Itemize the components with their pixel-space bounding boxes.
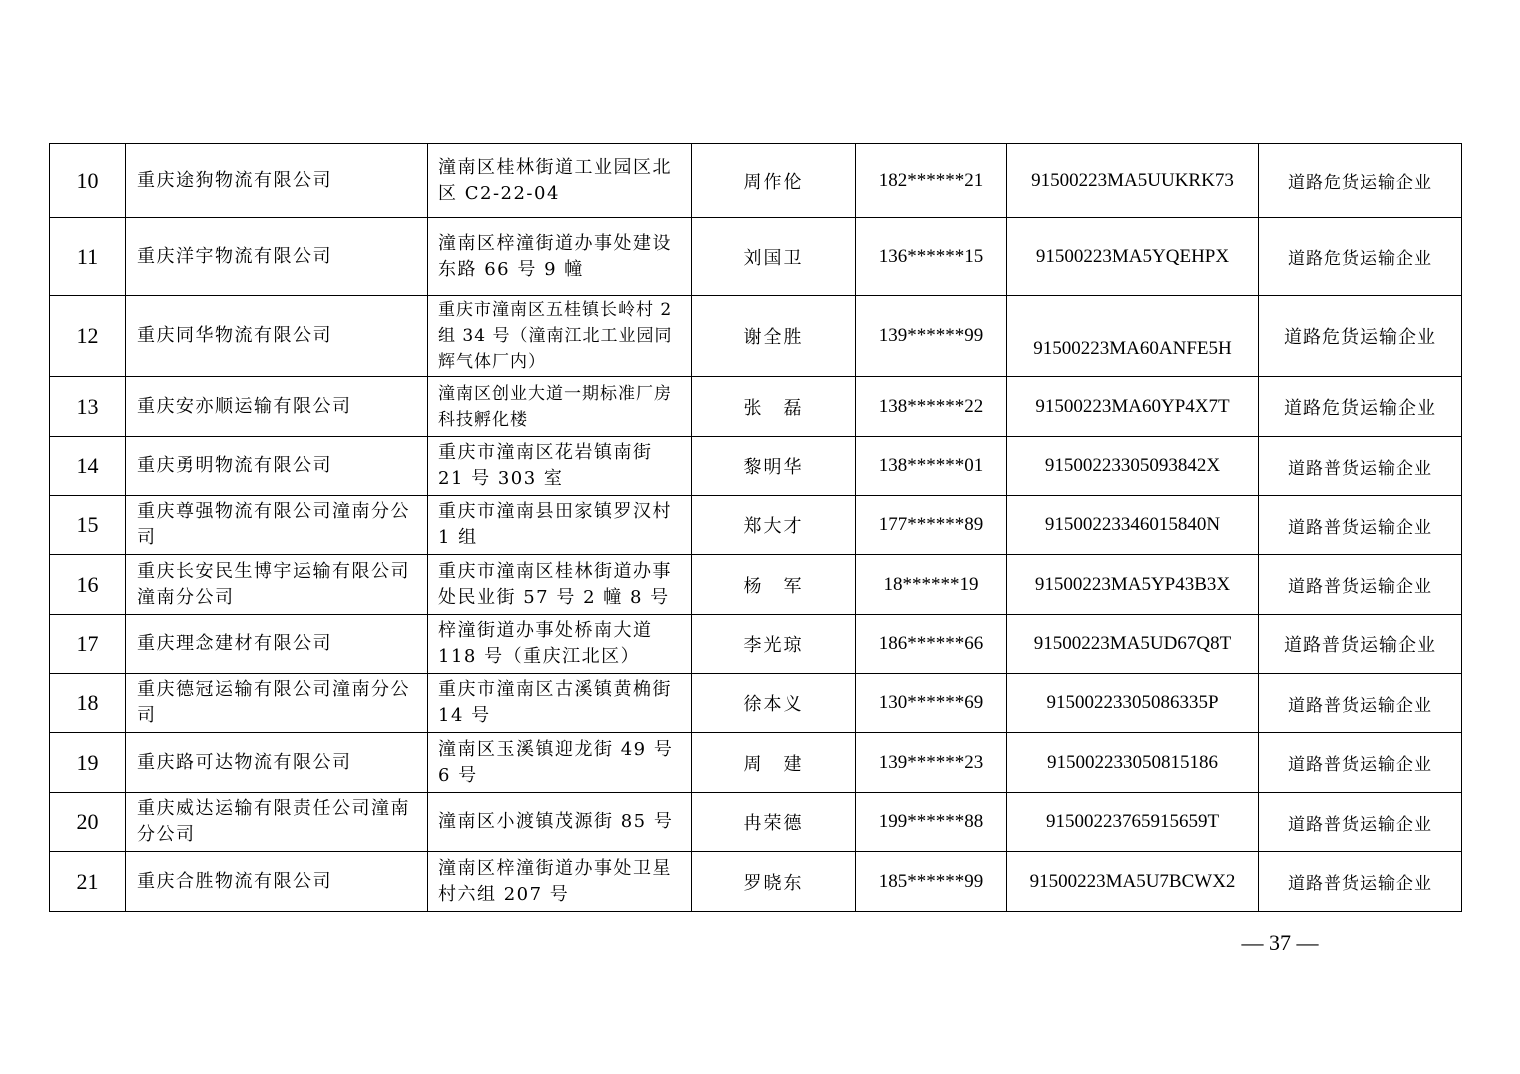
enterprise-type: 道路危货运输企业 [1259, 296, 1462, 377]
legal-representative: 罗晓东 [692, 852, 856, 912]
legal-representative: 郑大才 [692, 496, 856, 555]
phone-number: 177******89 [856, 496, 1007, 555]
table-row [50, 296, 1462, 377]
company-address: 重庆市潼南区桂林街道办事处民业街 57 号 2 幢 8 号 [428, 555, 692, 615]
credit-code: 91500223MA5U7BCWX2 [1007, 852, 1259, 912]
row-number: 15 [50, 496, 126, 555]
company-address: 潼南区梓潼街道办事处卫星村六组 207 号 [428, 852, 692, 912]
row-number: 13 [50, 377, 126, 437]
company-address: 重庆市潼南县田家镇罗汉村 1 组 [428, 496, 692, 555]
company-name: 重庆德冠运输有限公司潼南分公司 [126, 674, 428, 733]
phone-number: 182******21 [856, 144, 1007, 218]
phone-number: 138******01 [856, 437, 1007, 496]
enterprise-type: 道路普货运输企业 [1259, 555, 1462, 615]
table-row [50, 218, 1462, 296]
row-number: 16 [50, 555, 126, 615]
legal-representative: 杨 军 [692, 555, 856, 615]
legal-representative: 周作伦 [692, 144, 856, 218]
row-number: 12 [50, 296, 126, 377]
company-name: 重庆勇明物流有限公司 [126, 437, 428, 496]
company-address: 潼南区梓潼街道办事处建设东路 66 号 9 幢 [428, 218, 692, 296]
phone-number: 186******66 [856, 615, 1007, 674]
company-name: 重庆安亦顺运输有限公司 [126, 377, 428, 437]
credit-code: 91500223305093842X [1007, 437, 1259, 496]
credit-code: 91500223MA5UUKRK73 [1007, 144, 1259, 218]
legal-representative: 周 建 [692, 733, 856, 793]
credit-code: 915002233050815186 [1007, 733, 1259, 793]
row-number: 19 [50, 733, 126, 793]
table-row [50, 496, 1462, 555]
enterprise-type: 道路普货运输企业 [1259, 852, 1462, 912]
table-row [50, 793, 1462, 852]
company-name: 重庆洋宇物流有限公司 [126, 218, 428, 296]
company-address: 重庆市潼南区古溪镇黄桷街 14 号 [428, 674, 692, 733]
page-number: — 37 — [1241, 930, 1319, 955]
credit-code: 91500223MA60YP4X7T [1007, 377, 1259, 437]
company-name: 重庆途狗物流有限公司 [126, 144, 428, 218]
phone-number: 139******99 [856, 296, 1007, 377]
enterprise-type: 道路危货运输企业 [1259, 218, 1462, 296]
company-name: 重庆路可达物流有限公司 [126, 733, 428, 793]
table-row [50, 615, 1462, 674]
row-number: 14 [50, 437, 126, 496]
row-number: 21 [50, 852, 126, 912]
enterprise-type: 道路普货运输企业 [1259, 733, 1462, 793]
credit-code: 91500223MA60ANFE5H [1007, 296, 1259, 377]
company-address: 重庆市潼南区五桂镇长岭村 2 组 34 号（潼南江北工业园同辉气体厂内） [428, 296, 692, 377]
legal-representative: 谢全胜 [692, 296, 856, 377]
phone-number: 138******22 [856, 377, 1007, 437]
legal-representative: 张 磊 [692, 377, 856, 437]
credit-code: 91500223MA5YQEHPX [1007, 218, 1259, 296]
row-number: 10 [50, 144, 126, 218]
table-row [50, 437, 1462, 496]
enterprise-type: 道路普货运输企业 [1259, 615, 1462, 674]
table-row [50, 852, 1462, 912]
row-number: 18 [50, 674, 126, 733]
phone-number: 199******88 [856, 793, 1007, 852]
enterprise-type: 道路普货运输企业 [1259, 496, 1462, 555]
company-name: 重庆同华物流有限公司 [126, 296, 428, 377]
legal-representative: 刘国卫 [692, 218, 856, 296]
row-number: 20 [50, 793, 126, 852]
legal-representative: 黎明华 [692, 437, 856, 496]
legal-representative: 冉荣德 [692, 793, 856, 852]
company-name: 重庆尊强物流有限公司潼南分公司 [126, 496, 428, 555]
credit-code: 91500223765915659T [1007, 793, 1259, 852]
phone-number: 185******99 [856, 852, 1007, 912]
row-number: 11 [50, 218, 126, 296]
table-row [50, 674, 1462, 733]
enterprise-type: 道路普货运输企业 [1259, 793, 1462, 852]
legal-representative: 李光琼 [692, 615, 856, 674]
phone-number: 139******23 [856, 733, 1007, 793]
company-address: 梓潼街道办事处桥南大道 118 号（重庆江北区） [428, 615, 692, 674]
company-roster-table [49, 143, 1462, 912]
phone-number: 136******15 [856, 218, 1007, 296]
enterprise-type: 道路危货运输企业 [1259, 144, 1462, 218]
company-name: 重庆理念建材有限公司 [126, 615, 428, 674]
row-number: 17 [50, 615, 126, 674]
table-row [50, 377, 1462, 437]
phone-number: 130******69 [856, 674, 1007, 733]
table-row [50, 555, 1462, 615]
table-row [50, 144, 1462, 218]
company-name: 重庆威达运输有限责任公司潼南分公司 [126, 793, 428, 852]
company-name: 重庆长安民生博宇运输有限公司潼南分公司 [126, 555, 428, 615]
enterprise-type: 道路普货运输企业 [1259, 674, 1462, 733]
legal-representative: 徐本义 [692, 674, 856, 733]
credit-code: 91500223346015840N [1007, 496, 1259, 555]
company-address: 重庆市潼南区花岩镇南街 21 号 303 室 [428, 437, 692, 496]
company-address: 潼南区创业大道一期标准厂房科技孵化楼 [428, 377, 692, 437]
credit-code: 91500223305086335P [1007, 674, 1259, 733]
enterprise-type: 道路危货运输企业 [1259, 377, 1462, 437]
credit-code: 91500223MA5UD67Q8T [1007, 615, 1259, 674]
company-address: 潼南区玉溪镇迎龙街 49 号 6 号 [428, 733, 692, 793]
phone-number: 18******19 [856, 555, 1007, 615]
enterprise-type: 道路普货运输企业 [1259, 437, 1462, 496]
table-row [50, 733, 1462, 793]
credit-code: 91500223MA5YP43B3X [1007, 555, 1259, 615]
company-address: 潼南区桂林街道工业园区北区 C2-22-04 [428, 144, 692, 218]
company-name: 重庆合胜物流有限公司 [126, 852, 428, 912]
company-address: 潼南区小渡镇茂源街 85 号 [428, 793, 692, 852]
